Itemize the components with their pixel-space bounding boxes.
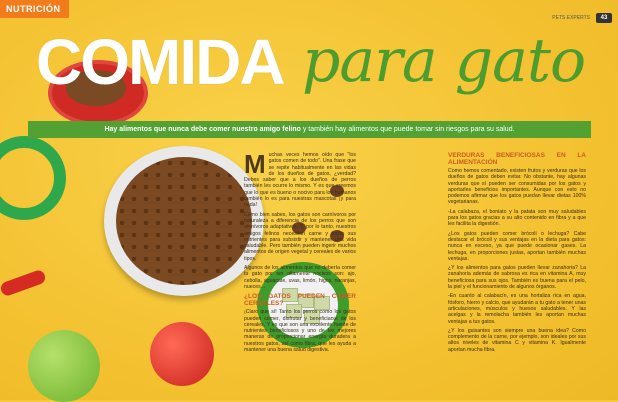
article-paragraph: Algunos de los alimentos que no debería comer tu gato por ser altamente nocivos son: ajo, cebolla, aguacate, uvas, limón, higos, naranjas, nueces... — [244, 265, 356, 290]
sidebar-paragraph: ¿Los gatos pueden comer brócoli o lechuga? Cabe destacar el brócoli y sus ventajas en la dieta para gatos: nunca en exceso, ya que puede ocasionar gases. La lechuga, en proporciones justas, aportan también muchas ventajas. — [448, 230, 586, 262]
dropcap: M — [244, 152, 266, 179]
sidebar-paragraph: ¿Y los guisantes son siempre una buena idea? Como complemento de la carne, por ejemplo, son ideales por sus altos niveles de vitamina C y vitamina K. Igualmente aportan mucha fibra. — [448, 327, 586, 353]
sidebar-paragraph: ¿Y los alimentos para gatos pueden llevar zanahoria? La zanahoria además de sabrosa es rica en vitamina A, muy beneficiosa para sus ojos. También es buena para el pelo, la piel y el funcionamiento de algunos órganos. — [448, 265, 586, 291]
sidebar-paragraph: Como hemos comentado, existen frutos y verduras que los dueños de gatos deben evitar. No obstante, hay algunas verduras que sí pueden ser consumidas por los gatos y aportarles beneficios importantes. Aunque con esto no podemos afirmar que los gatos puedan llevar dietas 100% vegetarianas. — [448, 168, 586, 206]
dry-food-kibble — [116, 157, 252, 285]
article-paragraph: ¡Claro que sí! Tanto los perros como los gatos pueden comer, disfrutar y beneficiarse de los cereales. Y es que son una excelente fuente de nutrientes beneficiosos y uno de los mejores maneras de proporcionar energía duradera a nuestros gatos, así como fibra, que les ayuda a mantener una buena salud digestiva. — [244, 309, 356, 354]
article-column — [244, 152, 356, 392]
article-paragraph: uchas veces hemos oído que "los gatos comen de todo". Una frase que se repite habitualmente en las vidas de los dueños de gatos, ¿verdad? Debes saber que a los dueños de perros también les ocurre lo mismo. Y es que creemos que lo que es bueno o nocivo para los humanos también lo es para nuestras mascotas ¡y para nada! — [244, 152, 356, 209]
subtitle-bold: Hay alimentos que nunca debe comer nuestro amigo felino — [104, 126, 301, 133]
green-ball-toy — [28, 330, 100, 402]
page-title: COMIDA — [36, 26, 284, 98]
page-title-script: para gato — [302, 26, 586, 96]
section-tab: NUTRICIÓN — [0, 0, 69, 18]
subtitle-rest: y también hay alimentos que puede tomar sin riesgos para su salud. — [300, 126, 515, 133]
sidebar-paragraph: -La calabaza, el boniato y la patata son muy saludables para los gatos gracias a su alto contenido en fibra y a que les facilita la digestión. — [448, 208, 586, 228]
red-ball-toy — [150, 322, 214, 386]
sidebar-paragraph: -En cuanto al calabacín, es una hortaliza rica en agua, fósforo, hierro y calcio, que ayudarán a tu gato a tener unas articulaciones, músculos y huesos saludables. Y las acelgas y la remolacha también les aportan muchas ventajas a tus gatos. — [448, 293, 586, 325]
article-heading: ¿LOS GATOS PUEDEN COMER CEREALES? — [244, 293, 356, 308]
subtitle-bar — [28, 121, 591, 138]
sidebar-heading: VERDURAS BENEFICIOSAS EN LA ALIMENTACIÓN — [448, 152, 586, 166]
magazine-name: PETS EXPERTS — [552, 15, 590, 21]
article-paragraph: Como bien sabes, los gatos son carnívoros por naturaleza a diferencia de los perros que son omnívoros adaptativos. Y, por lo tanto, nuestros amigos felinos necesitan carne y todos sus nutrientes para subsistir y mantener una vida saludable. Pero también pueden ingerir muchos alimentos de origen vegetal y cereales de varios tipos. — [244, 211, 356, 262]
sidebar-column — [448, 152, 586, 398]
page-number: 43 — [596, 13, 612, 23]
